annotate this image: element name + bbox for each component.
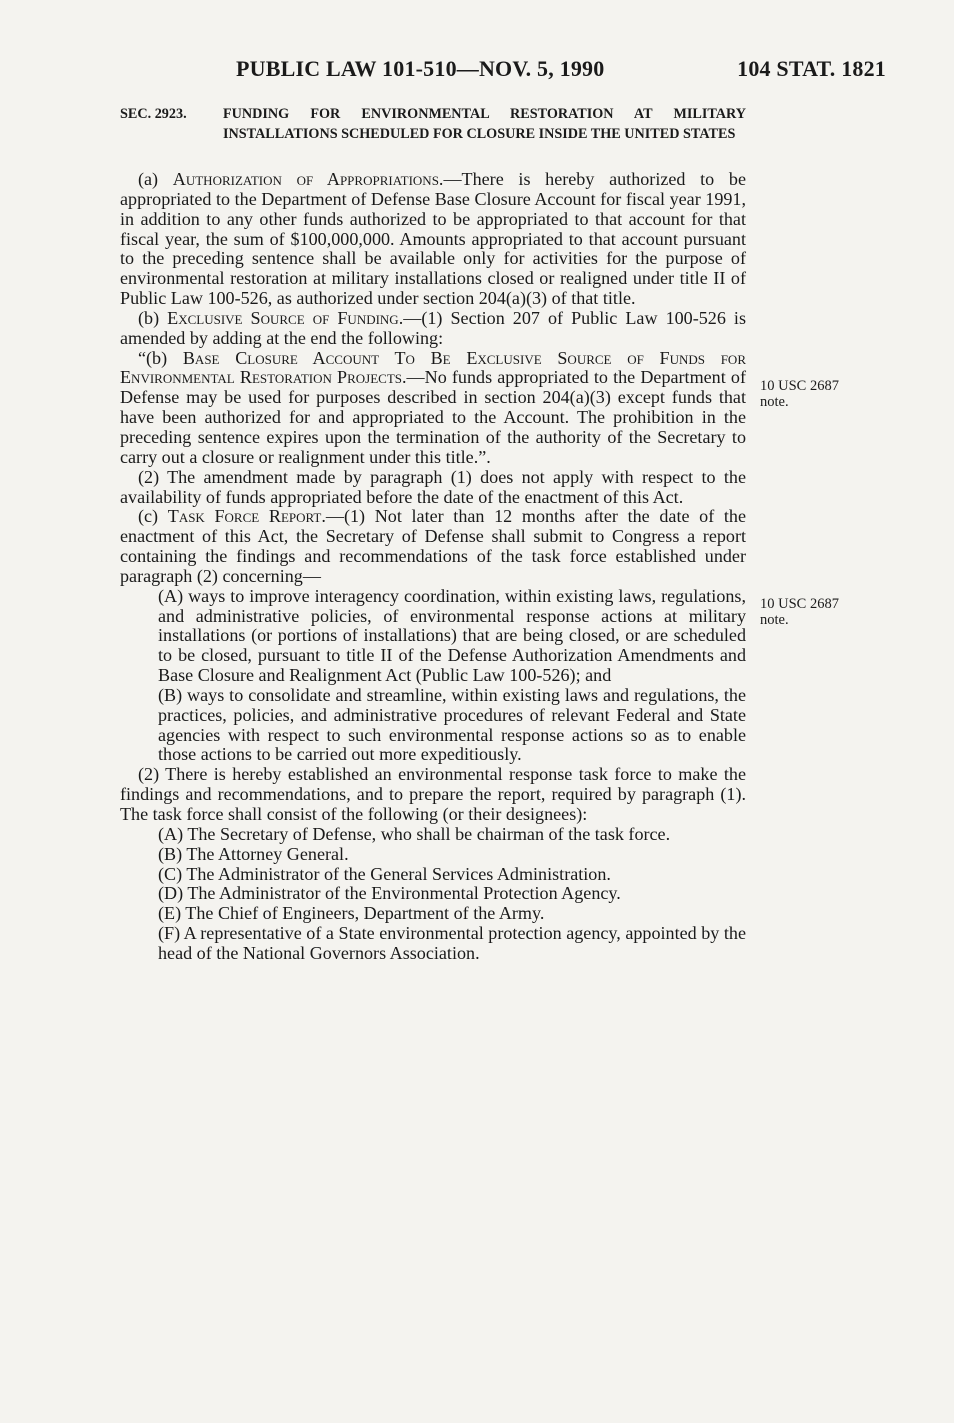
paragraph-a-text: —There is hereby authorized to be appropriated to the Department of Defense Base Closure Account for fiscal year 1991, in addition to any other funds authorized to be appropriated to that account for that fiscal year, the sum of $100,000,000. Amounts appropriated to that account pursuant to the preceding sentence shall be available only for activities for the purpose of environmental restoration at military installations closed or realigned under title II of Public Law 100-526, as authorized under section 204(a)(3) of that title. [120,169,746,309]
margin-note-2-label: note. [760,612,789,628]
paragraph-a [120,170,746,309]
margin-note-2 [760,596,870,628]
paragraph-b-label: (b) [138,307,160,328]
paragraph-c-label: (c) [138,506,159,527]
paragraph-c2: (2) There is hereby established an environmental response task force to make the findings and recommendations, and to prepare the report, required by paragraph (1). The task force shall consist of the following (or their designees): [120,764,746,824]
paragraph-c-text: —(1) Not later than 12 months after the date of the enactment of this Act, the Secretary of Defense shall submit to Congress a report containing the findings and recommendations of the task force established under paragraph (2) concerning— [120,506,746,586]
paragraph-a-label: (a) [138,169,159,189]
paragraph-b2: (2) The amendment made by paragraph (1) does not apply with respect to the availability of funds appropriated before the date of the enactment of this Act. [120,466,746,507]
paragraph-a-heading: Authorization of Appropriations. [172,169,444,189]
paragraph-c [120,507,746,586]
paragraph-c-heading: Task Force Report. [167,506,326,527]
paragraph-b-quote-text: —No funds appropriated to the Department of Defense may be used for purposes described in section 204(a)(3) except funds that have been authorized for and appropriated to the Account. The prohibition in the preceding sentence expires upon the termination of the authority of the Secretary to carry out a closure or realignment under this title.”. [120,367,746,467]
paragraph-b-quote [120,349,746,468]
paragraph-c-A: (A) ways to improve interagency coordination, within existing laws, regulations, and administrative policies, of environmental response actions at military installations (or portions of installations) that are being closed, or are scheduled to be closed, pursuant to title II of the Defense Authorization Amendments and Base Closure and Realignment Act (Public Law 100-526); and [158,585,746,686]
section-title: FUNDING FOR ENVIRONMENTAL RESTORATION AT MILITARY INSTALLATIONS SCHEDULED FOR CLOSURE INSIDE THE UNITED STATES [223,106,746,142]
paragraph-c2-D: (D) The Administrator of the Environmental Protection Agency. [158,883,621,904]
header-stat-page: 104 STAT. 1821 [737,56,886,81]
paragraph-c2-B: (B) The Attorney General. [158,843,349,864]
section-body [120,170,746,964]
paragraph-b-heading: Exclusive Source of Funding. [167,307,404,328]
section-heading [120,104,746,144]
margin-note-1 [760,378,870,410]
paragraph-c2-C: (C) The Administrator of the General Services Administration. [158,863,611,884]
margin-note-1-citation: 10 USC 2687 [760,378,839,394]
paragraph-b [120,309,746,349]
paragraph-b-quote-heading: Base Closure Account To Be Exclusive Source of Funds for Environmental Restoration Projects. [120,347,746,388]
section-number: SEC. 2923. [120,106,187,122]
paragraph-c-B: (B) ways to consolidate and streamline, within existing laws and regulations, the practices, policies, and administrative procedures of relevant Federal and State agencies with respect to such environmental response actions so as to enable those actions to be carried out more expeditiously. [158,684,746,765]
header-public-law: PUBLIC LAW 101-510—NOV. 5, 1990 [236,56,605,81]
paragraph-c2-F: (F) A representative of a State environmental protection agency, appointed by the head of the National Governors Association. [158,923,746,963]
margin-note-2-citation: 10 USC 2687 [760,596,839,612]
margin-note-1-label: note. [760,394,789,410]
paragraph-c2-A: (A) The Secretary of Defense, who shall be chairman of the task force. [158,823,671,844]
paragraph-b-quote-label: “(b) [138,347,168,368]
paragraph-b-text: —(1) Section 207 of Public Law 100-526 is amended by adding at the end the following: [120,307,747,348]
paragraph-c2-E: (E) The Chief of Engineers, Department of the Army. [158,903,545,924]
